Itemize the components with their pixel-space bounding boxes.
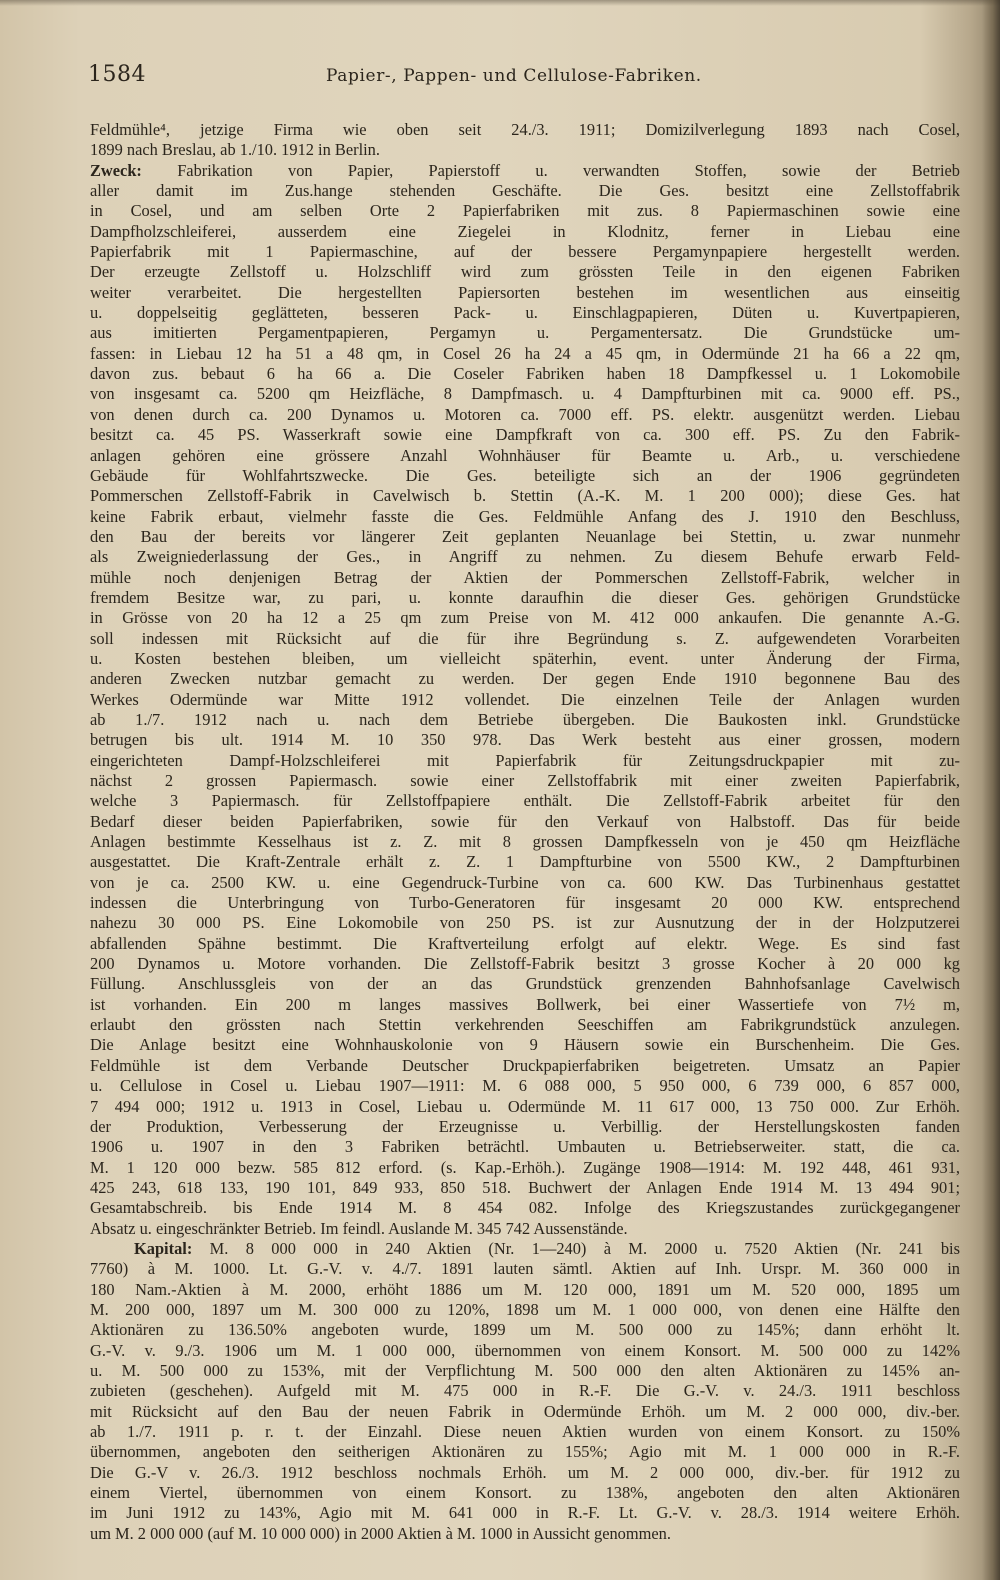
text-line (90, 161, 960, 181)
text-line: zubieten (geschehen). Aufgeld mit M. 475 000 in R.-F. Die G.-V. v. 24./3. 1911 beschloss (90, 1381, 960, 1401)
intro-paragraph (90, 120, 960, 161)
text-line: 425 243, 618 133, 190 101, 849 933, 850 518. Buchwert der Anlagen Ende 1914 M. 13 494 901; (90, 1177, 960, 1197)
kapital-paragraph (90, 1239, 960, 1544)
text-line: den Bau der bereits vor längerer Zeit geplanten Neuanlage bei Stettin, u. zwar nunmehr (90, 526, 960, 546)
zweck-label: Zweck: (90, 160, 142, 180)
text-line: ausgestattet. Die Kraft-Zentrale erhält z. Z. 1 Dampfturbine von 5500 KW., 2 Dampfturbinen (90, 852, 960, 872)
text-line: erlaubt den grössten nach Stettin verkehrenden Seeschiffen am Fabrikgrundstück anzulegen. (90, 1015, 960, 1035)
page-header (88, 62, 948, 92)
text-line: anderen Zwecken nutzbar gemacht zu werden. Der gegen Ende 1910 begonnene Bau des (90, 669, 960, 689)
text-line: in Cosel, und am selben Orte 2 Papierfabriken mit zus. 8 Papiermaschinen sowie eine (90, 201, 960, 221)
text-line: Werkes Odermünde war Mitte 1912 vollendet. Die einzelnen Teile der Anlagen wurden (90, 689, 960, 709)
text-line: der Produktion, Verbesserung der Erzeugnisse u. Verbillig. der Herstellungskosten fanden (90, 1116, 960, 1136)
text-line: betrugen bis ult. 1914 M. 10 350 978. Das Werk besteht aus einer grossen, modern (90, 730, 960, 750)
text-line: G.-V. v. 9./3. 1906 um M. 1 000 000, übernommen von einem Konsort. M. 500 000 zu 142% (90, 1340, 960, 1360)
text-line: Gebäude für Wohlfahrtszwecke. Die Ges. beteiligte sich an der 1906 gegründeten (90, 465, 960, 485)
text-line: M. 200 000, 1897 um M. 300 000 zu 120%, 1898 um M. 1 000 000, von denen eine Hälfte den (90, 1299, 960, 1319)
text-line: Der erzeugte Zellstoff u. Holzschliff wird zum grössten Teile in den eigenen Fabriken (90, 262, 960, 282)
text-line: ist vorhanden. Ein 200 m langes massives Bollwerk, bei einer Wassertiefe von 7½ m, (90, 994, 960, 1014)
text-line: Bedarf dieser beiden Papierfabriken, sowie für den Verkauf von Halbstoff. Das für beide (90, 811, 960, 831)
text-line: anlagen gehören eine grössere Anzahl Wohnhäuser für Beamte u. Arb., u. verschiedene (90, 445, 960, 465)
text-line: M. 1 120 000 bezw. 585 812 erford. (s. Kap.-Erhöh.). Zugänge 1908—1914: M. 192 448, 461 931, (90, 1157, 960, 1177)
text-line: mit Rücksicht auf den Bau der neuen Fabrik in Odermünde Erhöh. um M. 2 000 000, div.-ber. (90, 1401, 960, 1421)
text-line: einem Viertel, übernommen von einem Konsort. zu 138%, angeboten den alten Aktionären (90, 1483, 960, 1503)
text-line: Dampfholzschleiferei, ausserdem eine Ziegelei in Klodnitz, ferner in Liebau eine (90, 221, 960, 241)
text-line: von je ca. 2500 KW. u. eine Gegendruck-Turbine von ca. 600 KW. Das Turbinenhaus gestattet (90, 872, 960, 892)
text-line: 7760) à M. 1000. Lt. G.-V. v. 4./7. 1891 lauten sämtl. Aktien auf Inh. Urspr. M. 360 000 in (90, 1259, 960, 1279)
text-line: in Grösse von 20 ha 12 a 25 qm zum Preise von M. 412 000 ankaufen. Die genannte A.-G. (90, 608, 960, 628)
text-line: von insgesamt ca. 5200 qm Heizfläche, 8 Dampfmasch. u. 4 Dampfturbinen mit ca. 9000 eff. PS., (90, 384, 960, 404)
text-line: 200 Dynamos u. Motore vorhanden. Die Zellstoff-Fabrik besitzt 3 grosse Kocher à 20 000 kg (90, 954, 960, 974)
text-line: 7 494 000; 1912 u. 1913 in Cosel, Liebau u. Odermünde M. 11 617 000, 13 750 000. Zur Erhöh. (90, 1096, 960, 1116)
zweck-first-line: Fabrikation von Papier, Papierstoff u. verwandten Stoffen, sowie der Betrieb (177, 160, 960, 180)
text-line: davon zus. bebaut 6 ha 66 a. Die Coseler Fabriken haben 18 Dampfkessel u. 1 Lokomobile (90, 364, 960, 384)
scan-edge-shadow (0, 0, 1000, 6)
text-line: 1906 u. 1907 in den 3 Fabriken beträchtl. Umbauten u. Betriebserweiter. statt, die ca. (90, 1137, 960, 1157)
text-line: u. doppelseitig geglätteten, besseren Pack- u. Einschlagpapieren, Düten u. Kuvertpapieren, (90, 303, 960, 323)
kapital-label: Kapital: (134, 1238, 193, 1258)
text-line: aus imitierten Pergamentpapieren, Pergamyn u. Pergamentersatz. Die Grundstücke um- (90, 323, 960, 343)
text-line: Gesamtabschreib. bis Ende 1914 M. 8 454 082. Infolge des Kriegszustandes zurückgegangener (90, 1198, 960, 1218)
text-line: weiter verarbeitet. Die hergestellten Papiersorten bestehen im wesentlichen aus einseitig (90, 282, 960, 302)
text-line: Pommerschen Zellstoff-Fabrik in Cavelwisch b. Stettin (A.-K. M. 1 200 000); diese Ges. hat (90, 486, 960, 506)
text-line: Aktionären zu 136.50% angeboten wurde, 1899 um M. 500 000 zu 145%; dann erhöht lt. (90, 1320, 960, 1340)
text-line: u. Cellulose in Cosel u. Liebau 1907—1911: M. 6 088 000, 5 950 000, 6 739 000, 6 857 000, (90, 1076, 960, 1096)
body-text (90, 120, 960, 1544)
text-line: Die G.-V v. 26./3. 1912 beschloss nochmals Erhöh. um M. 2 000 000, div.-ber. für 1912 zu (90, 1462, 960, 1482)
text-line: mühle noch denjenigen Betrag der Aktien der Pommerschen Zellstoff-Fabrik, welcher in (90, 567, 960, 587)
text-line: Die Anlage besitzt eine Wohnhauskolonie von 9 Häusern sowie ein Burschenheim. Die Ges. (90, 1035, 960, 1055)
text-line: im Juni 1912 zu 143%, Agio mit M. 641 000 in R.-F. Lt. G.-V. v. 28./3. 1914 weitere Erhöh. (90, 1503, 960, 1523)
text-line: besitzt ca. 45 PS. Wasserkraft sowie eine Dampfkraft von ca. 300 eff. PS. Zu den Fabrik- (90, 425, 960, 445)
text-line: 180 Nam.-Aktien à M. 2000, erhöht 1886 um M. 120 000, 1891 um M. 520 000, 1895 um (90, 1279, 960, 1299)
text-line: indessen die Unterbringung von Turbo-Generatoren für insgesamt 20 000 KW. entsprechend (90, 893, 960, 913)
book-spine-shadow (982, 0, 1000, 1580)
zweck-paragraph (90, 161, 960, 1239)
text-line: Feldmühle⁴, jetzige Firma wie oben seit 24./3. 1911; Domizilverlegung 1893 nach Cosel, (90, 120, 960, 139)
text-line: von denen durch ca. 200 Dynamos u. Motoren ca. 7000 eff. PS. elektr. ausgenützt werden. Liebau (90, 404, 960, 424)
text-line: keine Fabrik erbaut, vielmehr fasste die Ges. Feldmühle Anfang des J. 1910 den Beschluss, (90, 506, 960, 526)
text-line: ab 1./7. 1911 p. r. t. der Einzahl. Diese neuen Aktien wurden von einem Konsort. zu 150% (90, 1422, 960, 1441)
text-line: abfallenden Spähne bestimmt. Die Kraftverteilung erfolgt auf elektr. Wege. Es sind fast (90, 933, 960, 953)
text-line: 1899 nach Breslau, ab 1./10. 1912 in Berlin. (90, 140, 380, 160)
text-line: welche 3 Papiermasch. für Zellstoffpapiere enthält. Die Zellstoff-Fabrik arbeitet für den (90, 791, 960, 811)
text-line: Füllung. Anschlussgleis von der an das Grundstück grenzenden Bahnhofsanlage Cavelwisch (90, 974, 960, 994)
text-line: Anlagen bestimmte Kesselhaus ist z. Z. mit 8 grossen Dampfkesseln von je 450 qm Heizfläche (90, 832, 960, 852)
text-line: u. M. 500 000 zu 153%, mit der Verpflichtung M. 500 000 den alten Aktionären zu 145% an- (90, 1360, 960, 1380)
page-number: 1584 (88, 62, 146, 87)
text-line: um M. 2 000 000 (auf M. 10 000 000) in 2000 Aktien à M. 1000 in Aussicht genommen. (90, 1523, 671, 1543)
text-line: eingerichteten Dampf-Holzschleiferei mit Papierfabrik für Zeitungsdruckpapier mit zu- (90, 750, 960, 770)
text-line: fremdem Besitze war, zu pari, u. konnte daraufhin die dieser Ges. gehörigen Grundstücke (90, 587, 960, 607)
text-line: nahezu 30 000 PS. Eine Lokomobile von 250 PS. ist zur Ausnutzung der in der Holzputzerei (90, 913, 960, 933)
text-line: nächst 2 grossen Papiermasch. sowie einer Zellstoffabrik mit einer zweiten Papierfabrik, (90, 771, 960, 790)
text-line: übernommen, angeboten den seitherigen Aktionären zu 155%; Agio mit M. 1 000 000 in R.-F. (90, 1442, 960, 1462)
text-line: aller damit im Zus.hange stehenden Geschäfte. Die Ges. besitzt eine Zellstoffabrik (90, 181, 960, 201)
text-line: als Zweigniederlassung der Ges., in Angriff zu nehmen. Zu diesem Behufe erwarb Feld- (90, 547, 960, 567)
text-line: soll indessen mit Rücksicht auf die für ihre Begründung s. Z. aufgewendeten Vorarbeiten (90, 628, 960, 648)
running-head: Papier-, Pappen- und Cellulose-Fabriken. (326, 66, 702, 86)
text-line: fassen: in Liebau 12 ha 51 a 48 qm, in Cosel 26 ha 24 a 45 qm, in Odermünde 21 ha 66 a 22 qm, (90, 343, 960, 363)
text-line: u. Kosten bestehen bleiben, um vielleicht späterhin, event. unter Änderung der Firma, (90, 648, 960, 668)
kapital-first-line: M. 8 000 000 in 240 Aktien (Nr. 1—240) à M. 2000 u. 7520 Aktien (Nr. 241 bis (209, 1238, 960, 1258)
text-line: Absatz u. eingeschränkter Betrieb. Im feindl. Auslande M. 345 742 Aussenstände. (90, 1218, 628, 1238)
text-line (90, 1239, 960, 1259)
text-line: ab 1./7. 1912 nach u. nach dem Betriebe übergeben. Die Baukosten inkl. Grundstücke (90, 709, 960, 729)
text-line: Feldmühle ist dem Verbande Deutscher Druckpapierfabriken beigetreten. Umsatz an Papier (90, 1055, 960, 1075)
text-line: Papierfabrik mit 1 Papiermaschine, auf der bessere Pergamynpapiere hergestellt werden. (90, 242, 960, 262)
